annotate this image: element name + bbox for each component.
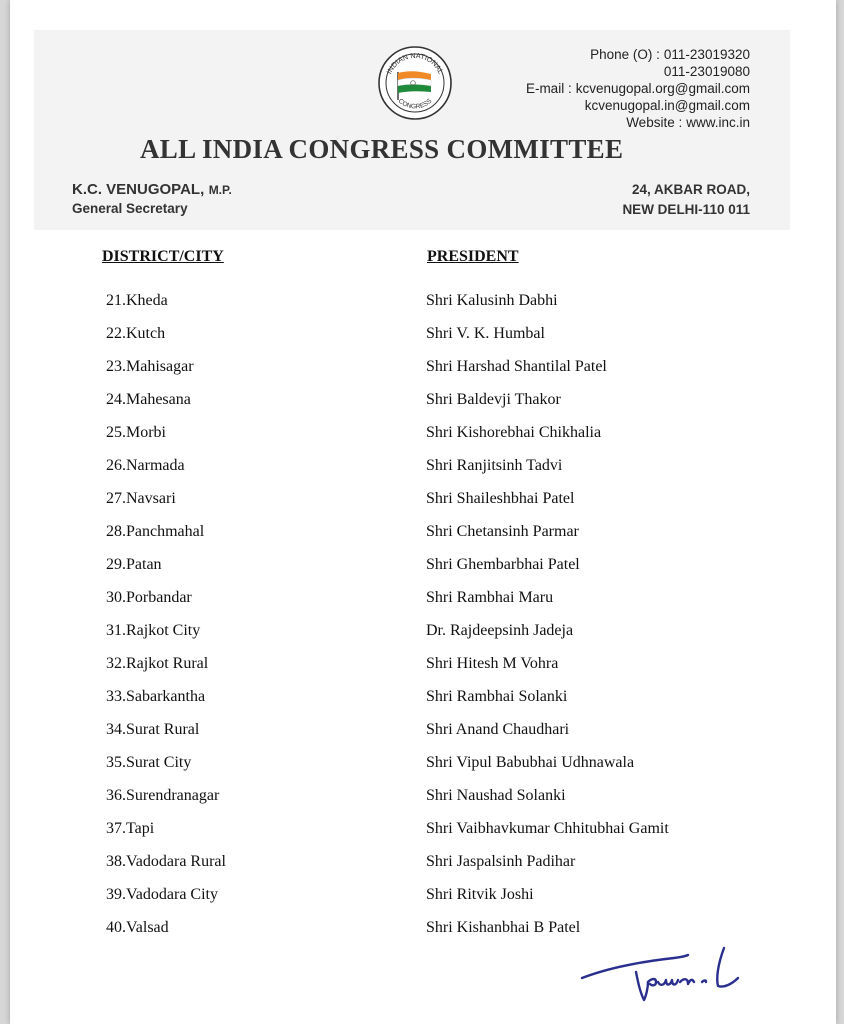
general-secretary-block [72,181,232,216]
district-name: 34.Surat Rural [106,721,200,738]
phone-number-1: 011-23019320 [663,47,750,62]
list-item [10,424,836,457]
president-name: Shri Ranjitsinh Tadvi [426,457,563,474]
svg-text:CONGRESS: CONGRESS [396,97,434,111]
contact-block [526,46,750,131]
organization-title: ALL INDIA CONGRESS COMMITTEE [140,134,624,164]
list-item [10,490,836,523]
list-item [10,523,836,556]
district-name: 21.Kheda [106,292,168,309]
district-name: 26.Narmada [106,457,185,474]
email-label: E-mail : [525,81,572,96]
president-name: Dr. Rajdeepsinh Jadeja [426,622,574,639]
district-name: 31.Rajkot City [106,622,201,639]
president-name: Shri V. K. Humbal [426,325,545,342]
list-item [10,820,836,853]
president-name: Shri Rambhai Maru [426,589,554,606]
president-name: Shri Chetansinh Parmar [426,523,579,540]
district-name: 39.Vadodara City [106,886,218,903]
district-name: 28.Panchmahal [106,523,205,540]
email-1: kcvenugopal.org@gmail.com [575,81,750,96]
list-item [10,556,836,589]
list-item [10,787,836,820]
district-name: 22.Kutch [106,325,166,342]
list-item [10,589,836,622]
email-2: kcvenugopal.in@gmail.com [584,98,750,113]
president-name: Shri Ritvik Joshi [426,886,534,903]
president-name: Shri Vipul Babubhai Udhnawala [426,754,635,771]
district-name: 24.Mahesana [106,391,191,408]
svg-text:INDIAN NATIONAL: INDIAN NATIONAL [384,50,446,76]
secretary-suffix: M.P. [208,183,232,197]
secretary-designation: General Secretary [72,201,188,216]
district-name: 23.Mahisagar [106,358,194,375]
president-name: Shri Naushad Solanki [426,787,566,804]
district-name: 38.Vadodara Rural [106,853,226,870]
president-column-header: PRESIDENT [427,248,519,265]
document-page [10,0,836,1024]
district-name: 33.Sabarkantha [106,688,206,705]
website: www.inc.in [686,115,750,130]
president-name: Shri Harshad Shantilal Patel [426,358,607,375]
district-column-header: DISTRICT/CITY [102,248,224,265]
phone-number-2: 011-23019080 [663,64,750,79]
president-name: Shri Anand Chaudhari [426,721,570,738]
district-name: 25.Morbi [106,424,166,441]
list-item [10,325,836,358]
president-name: Shri Kalusinh Dabhi [426,292,558,309]
list-item [10,721,836,754]
district-name: 32.Rajkot Rural [106,655,209,672]
district-name: 35.Surat City [106,754,192,771]
address-block [622,180,750,220]
president-name: Shri Jaspalsinh Padihar [426,853,576,870]
president-name: Shri Kishorebhai Chikhalia [426,424,602,441]
secretary-name: K.C. VENUGOPAL, [72,181,205,198]
district-name: 29.Patan [106,556,162,573]
list-item [10,391,836,424]
list-item [10,853,836,886]
district-name: 37.Tapi [106,820,155,837]
congress-flag-logo-icon [376,44,454,122]
district-name: 36.Surendranagar [106,787,220,804]
list-item [10,655,836,688]
district-name: 30.Porbandar [106,589,192,606]
signature-icon [578,938,758,1008]
president-name: Shri Kishanbhai B Patel [426,919,581,936]
list-item [10,886,836,919]
list-item [10,754,836,787]
president-name: Shri Ghembarbhai Patel [426,556,580,573]
phone-label: Phone (O) : [590,47,660,62]
district-name: 40.Valsad [106,919,169,936]
president-name: Shri Vaibhavkumar Chhitubhai Gamit [426,820,669,837]
president-name: Shri Rambhai Solanki [426,688,568,705]
president-name: Shri Shaileshbhai Patel [426,490,575,507]
district-name: 27.Navsari [106,490,176,507]
list-item [10,457,836,490]
president-name: Shri Baldevji Thakor [426,391,561,408]
list-item [10,358,836,391]
list-item [10,292,836,325]
district-president-list [10,292,836,952]
address-line-2: NEW DELHI-110 011 [622,202,750,217]
president-name: Shri Hitesh M Vohra [426,655,559,672]
website-label: Website : [626,115,683,130]
list-item [10,688,836,721]
list-item [10,622,836,655]
address-line-1: 24, AKBAR ROAD, [631,182,750,197]
